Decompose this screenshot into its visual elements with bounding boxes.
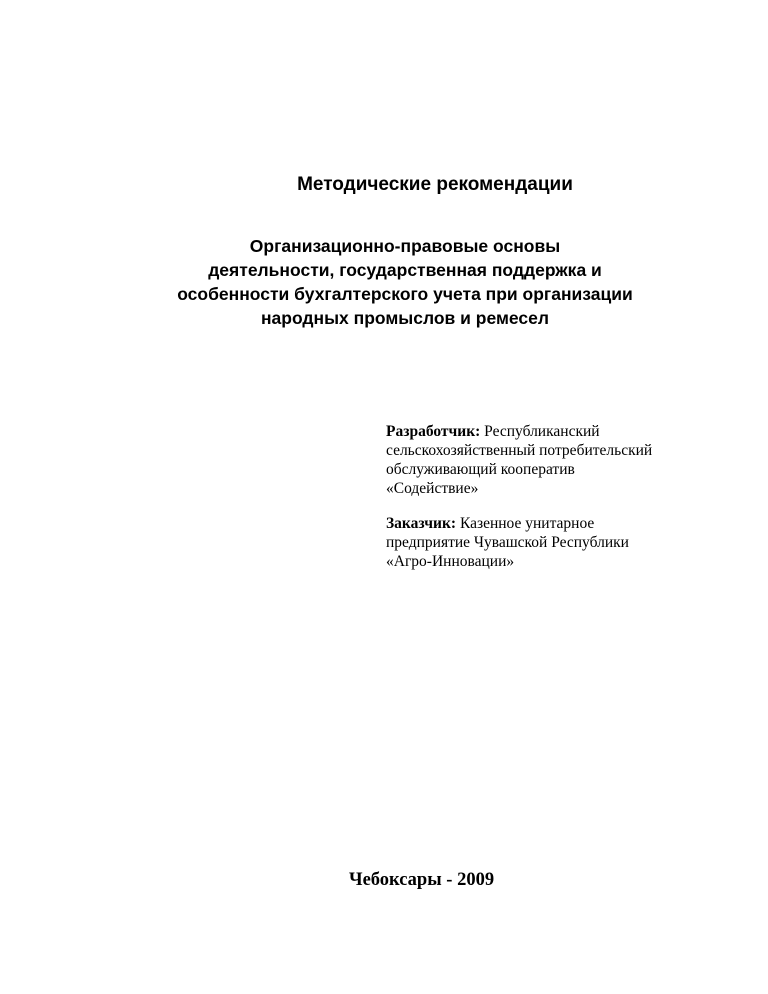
developer-label: Разработчик:: [386, 423, 481, 440]
customer-label: Заказчик:: [386, 515, 457, 532]
subtitle-line: особенности бухгалтерского учета при организации: [177, 284, 633, 304]
developer-name: «Содействие»: [386, 480, 479, 497]
developer-name: обслуживающий кооператив: [386, 461, 575, 478]
subtitle-line: Организационно-правовые основы: [249, 236, 561, 256]
credits-section: [386, 422, 726, 587]
document-subtitle: [0, 234, 768, 330]
city-year-footer: Чебоксары - 2009: [349, 870, 495, 890]
subtitle-line: народных промыслов и ремесел: [260, 308, 550, 328]
customer-first-line: [386, 514, 726, 533]
developer-block: [386, 422, 726, 498]
developer-name: Республиканский: [484, 423, 600, 440]
developer-first-line: [386, 422, 726, 441]
customer-name: «Агро-Инновации»: [386, 553, 515, 570]
document-title: Методические рекомендации: [297, 174, 573, 195]
customer-block: [386, 514, 726, 571]
subtitle-line: деятельности, государственная поддержка и: [208, 260, 602, 280]
customer-name: предприятие Чувашской Республики: [386, 534, 629, 551]
developer-name: сельскохозяйственный потребительский: [386, 442, 653, 459]
customer-name: Казенное унитарное: [459, 515, 595, 532]
